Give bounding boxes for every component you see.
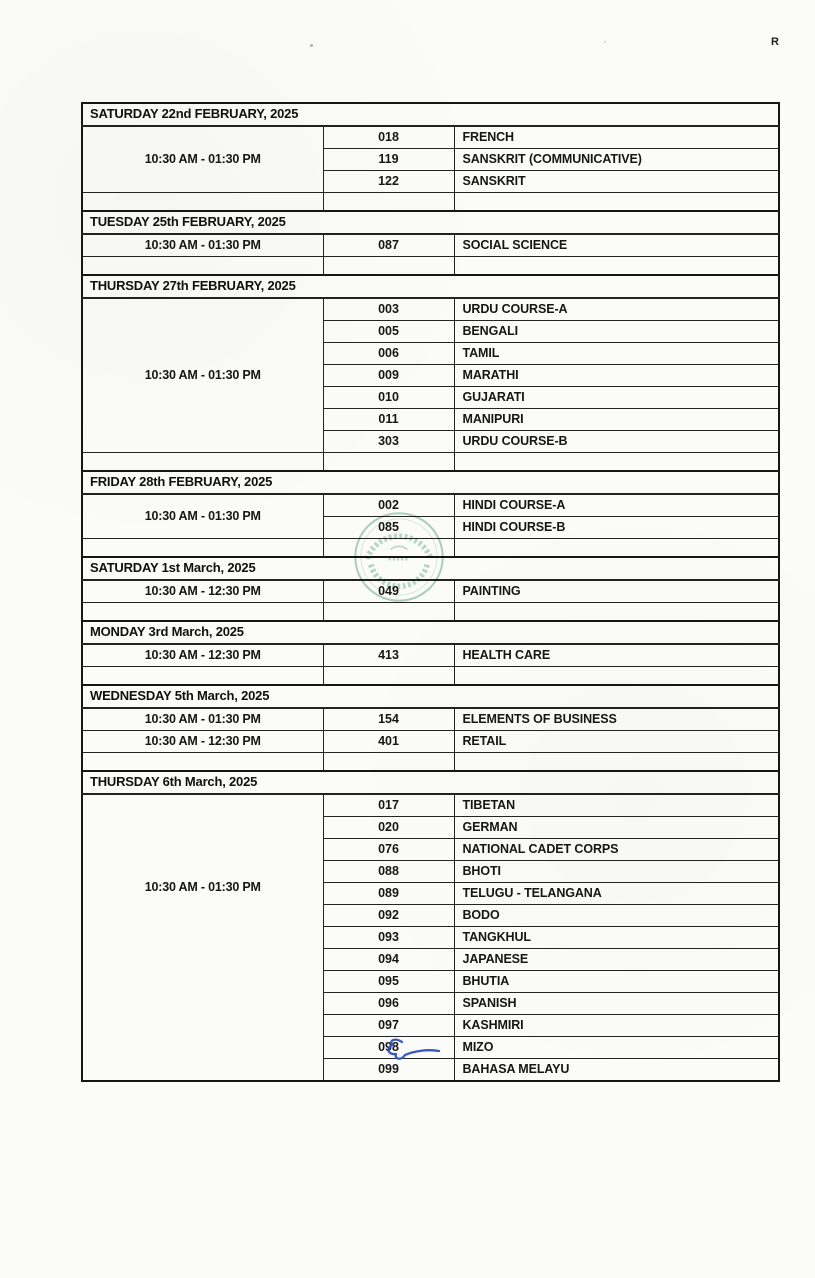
spacer-row (82, 667, 779, 686)
time-cell: 10:30 AM - 01:30 PM (82, 126, 323, 193)
date-header: SATURDAY 22nd FEBRUARY, 2025 (82, 103, 779, 126)
subject-name: MIZO (454, 1037, 779, 1059)
subject-code: 003 (323, 298, 454, 321)
subject-name: PAINTING (454, 580, 779, 603)
subject-name: URDU COURSE-A (454, 298, 779, 321)
subject-name: TANGKHUL (454, 927, 779, 949)
subject-name: BHOTI (454, 861, 779, 883)
table-row (82, 234, 779, 257)
date-header-row (82, 557, 779, 580)
subject-name: TIBETAN (454, 794, 779, 817)
table-row (82, 731, 779, 753)
spacer-row (82, 257, 779, 276)
subject-name: SPANISH (454, 993, 779, 1015)
subject-name: URDU COURSE-B (454, 431, 779, 453)
subject-code: 002 (323, 494, 454, 517)
subject-code: 154 (323, 708, 454, 731)
table-row (82, 298, 779, 321)
subject-code: 005 (323, 321, 454, 343)
subject-code: 089 (323, 883, 454, 905)
table-row (82, 644, 779, 667)
subject-code: 096 (323, 993, 454, 1015)
subject-name: SANSKRIT (COMMUNICATIVE) (454, 149, 779, 171)
subject-code: 303 (323, 431, 454, 453)
subject-name: GUJARATI (454, 387, 779, 409)
subject-code: 401 (323, 731, 454, 753)
subject-code: 018 (323, 126, 454, 149)
scan-speck (604, 41, 606, 43)
subject-name: SOCIAL SCIENCE (454, 234, 779, 257)
exam-timetable (81, 102, 780, 1082)
subject-code: 098 (323, 1037, 454, 1059)
date-header: WEDNESDAY 5th March, 2025 (82, 685, 779, 708)
subject-code: 085 (323, 517, 454, 539)
table-row (82, 494, 779, 517)
subject-code: 095 (323, 971, 454, 993)
subject-name: JAPANESE (454, 949, 779, 971)
subject-code: 087 (323, 234, 454, 257)
date-header-row (82, 685, 779, 708)
date-header: THURSDAY 27th FEBRUARY, 2025 (82, 275, 779, 298)
table-row (82, 708, 779, 731)
subject-name: ELEMENTS OF BUSINESS (454, 708, 779, 731)
spacer-row (82, 539, 779, 558)
subject-code: 049 (323, 580, 454, 603)
time-cell: 10:30 AM - 12:30 PM (82, 731, 323, 753)
subject-name: KASHMIRI (454, 1015, 779, 1037)
subject-name: HINDI COURSE-B (454, 517, 779, 539)
subject-code: 122 (323, 171, 454, 193)
subject-code: 006 (323, 343, 454, 365)
date-header-row (82, 103, 779, 126)
subject-code: 097 (323, 1015, 454, 1037)
date-header-row (82, 275, 779, 298)
subject-name: HINDI COURSE-A (454, 494, 779, 517)
corner-mark: R (771, 36, 779, 48)
date-header-row (82, 771, 779, 794)
subject-code: 092 (323, 905, 454, 927)
subject-name: FRENCH (454, 126, 779, 149)
time-cell: 10:30 AM - 01:30 PM (82, 708, 323, 731)
subject-code: 020 (323, 817, 454, 839)
subject-name: TELUGU - TELANGANA (454, 883, 779, 905)
subject-code: 413 (323, 644, 454, 667)
subject-name: MARATHI (454, 365, 779, 387)
scan-speck (310, 44, 313, 47)
date-header: MONDAY 3rd March, 2025 (82, 621, 779, 644)
subject-code: 009 (323, 365, 454, 387)
table-row (82, 580, 779, 603)
subject-name: NATIONAL CADET CORPS (454, 839, 779, 861)
time-cell: 10:30 AM - 12:30 PM (82, 644, 323, 667)
subject-code: 099 (323, 1059, 454, 1082)
spacer-row (82, 453, 779, 472)
spacer-row (82, 193, 779, 212)
time-cell: 10:30 AM - 01:30 PM (82, 298, 323, 453)
spacer-row (82, 603, 779, 622)
date-header: THURSDAY 6th March, 2025 (82, 771, 779, 794)
date-header-row (82, 621, 779, 644)
subject-code: 010 (323, 387, 454, 409)
date-header-row (82, 211, 779, 234)
subject-name: BHUTIA (454, 971, 779, 993)
subject-name: GERMAN (454, 817, 779, 839)
subject-name: MANIPURI (454, 409, 779, 431)
time-cell: 10:30 AM - 01:30 PM (82, 234, 323, 257)
subject-code: 119 (323, 149, 454, 171)
date-header-row (82, 471, 779, 494)
table-row (82, 794, 779, 817)
time-cell: 10:30 AM - 01:30 PM (82, 794, 323, 1081)
date-header: SATURDAY 1st March, 2025 (82, 557, 779, 580)
date-header: FRIDAY 28th FEBRUARY, 2025 (82, 471, 779, 494)
subject-name: BODO (454, 905, 779, 927)
subject-name: SANSKRIT (454, 171, 779, 193)
subject-code: 011 (323, 409, 454, 431)
spacer-row (82, 753, 779, 772)
subject-code: 088 (323, 861, 454, 883)
subject-name: HEALTH CARE (454, 644, 779, 667)
subject-name: BENGALI (454, 321, 779, 343)
subject-name: RETAIL (454, 731, 779, 753)
time-cell: 10:30 AM - 12:30 PM (82, 580, 323, 603)
subject-name: TAMIL (454, 343, 779, 365)
time-cell: 10:30 AM - 01:30 PM (82, 494, 323, 539)
subject-code: 017 (323, 794, 454, 817)
table-row (82, 126, 779, 149)
date-header: TUESDAY 25th FEBRUARY, 2025 (82, 211, 779, 234)
subject-code: 093 (323, 927, 454, 949)
subject-code: 094 (323, 949, 454, 971)
subject-name: BAHASA MELAYU (454, 1059, 779, 1082)
subject-code: 076 (323, 839, 454, 861)
